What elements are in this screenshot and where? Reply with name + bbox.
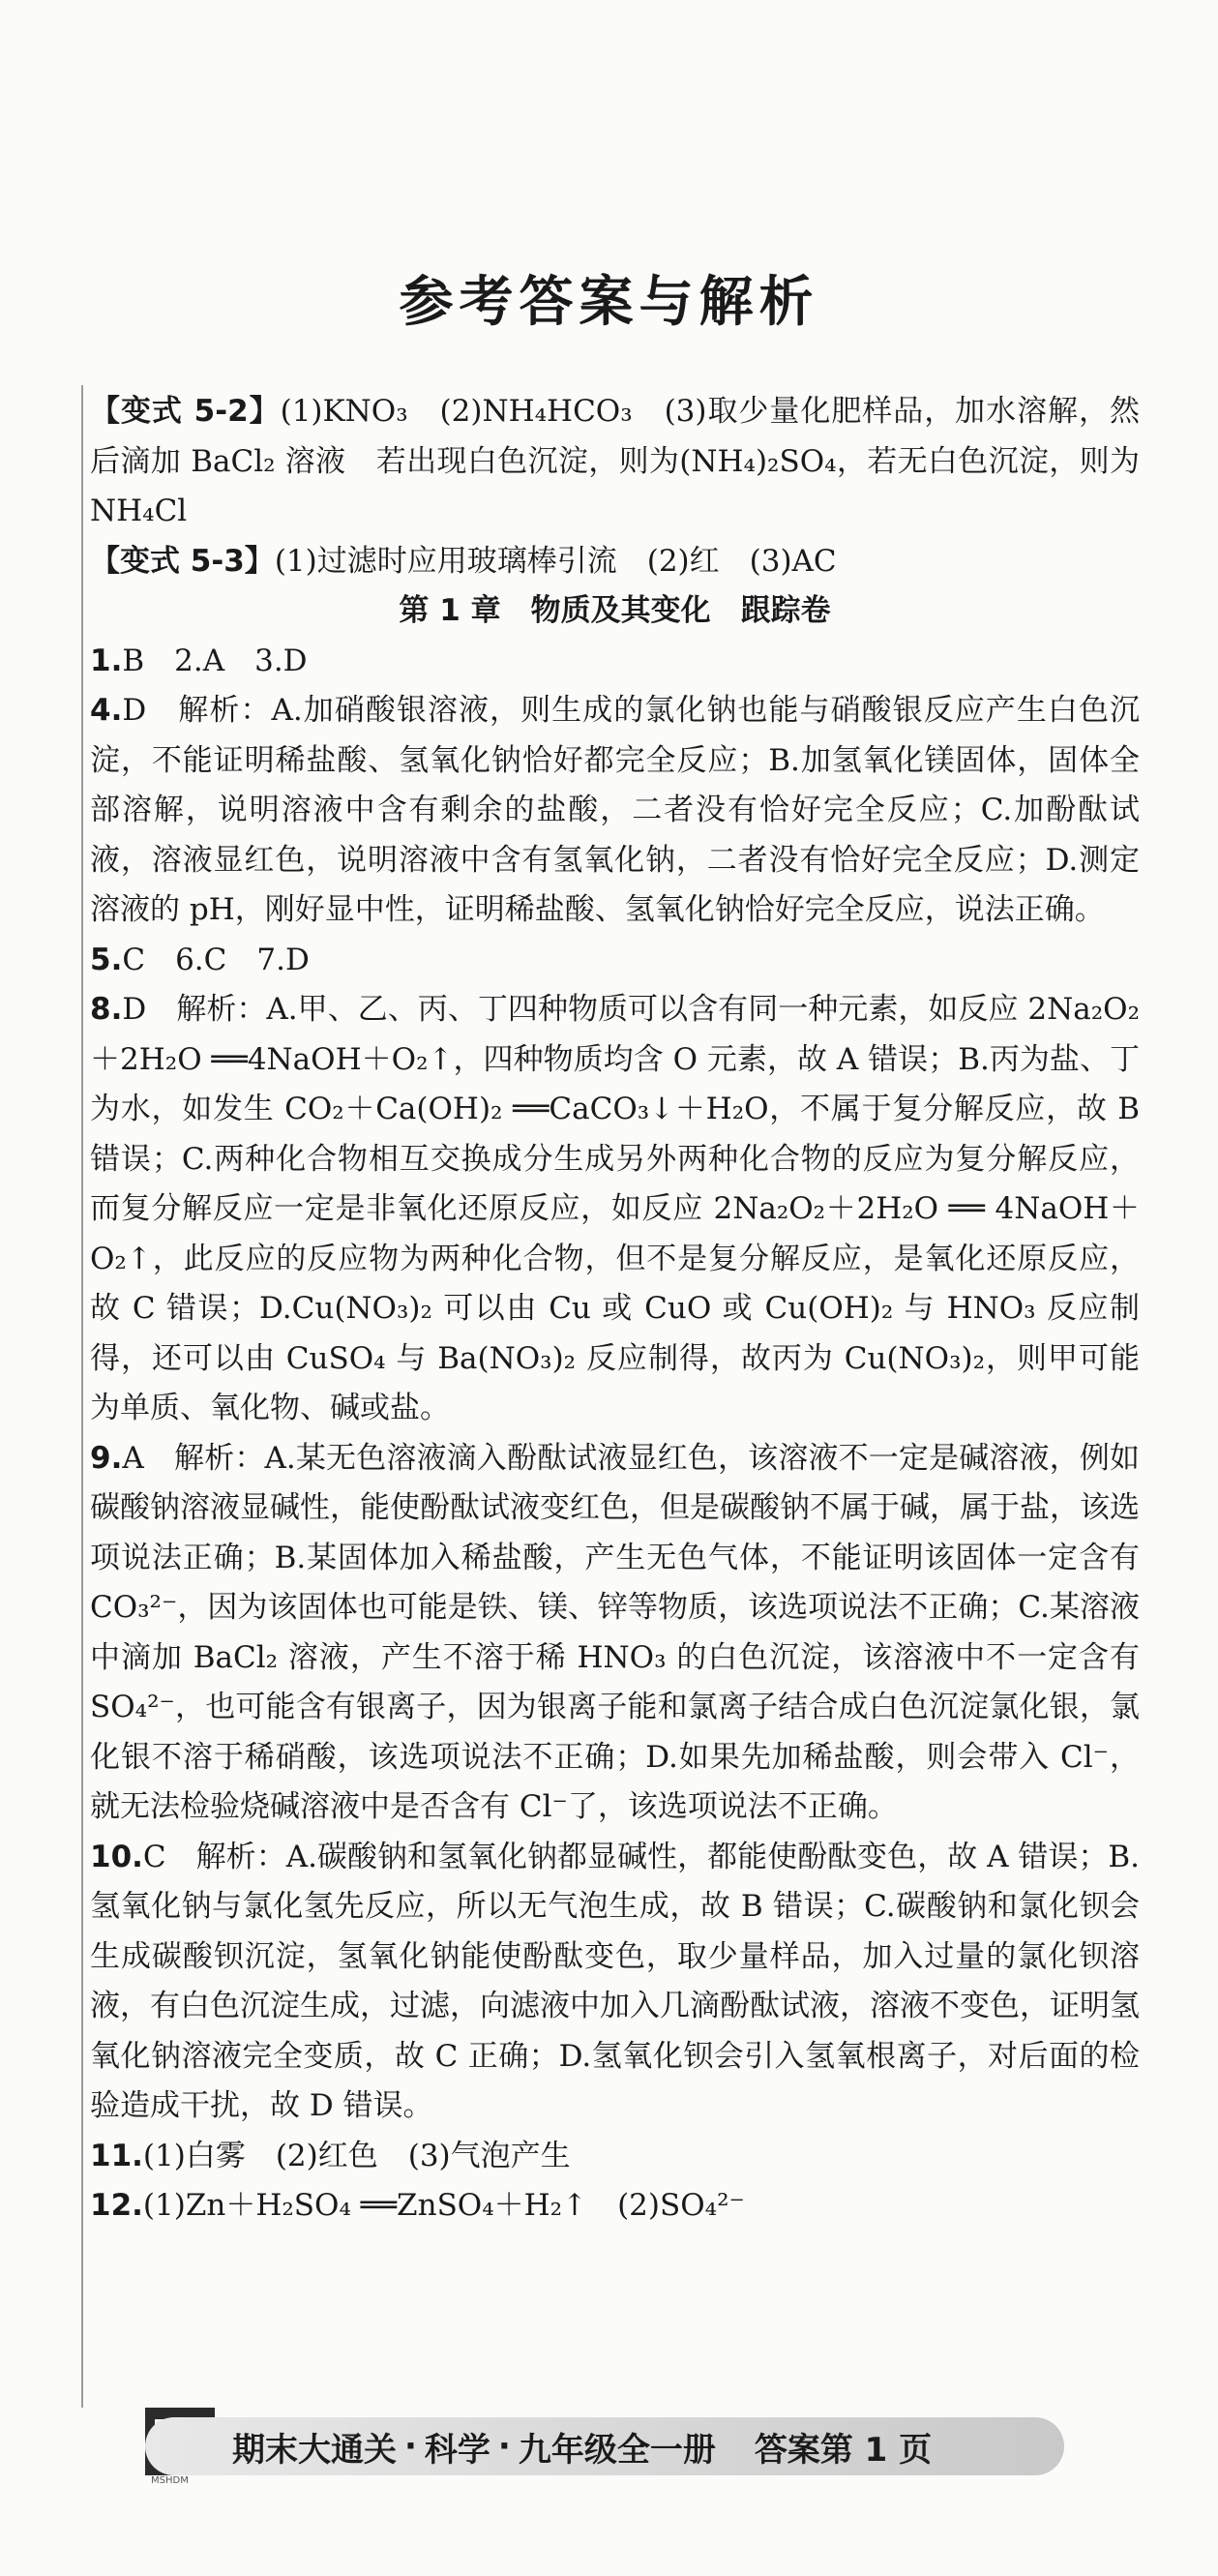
- answer-paragraph: [90, 1833, 1140, 2132]
- paragraph-text: B 2.A 3.D: [122, 643, 308, 678]
- paragraph-label: 12.: [90, 2188, 143, 2223]
- paragraph-text: A 解析：A.某无色溶液滴入酚酞试液显红色，该溶液不一定是碱溶液，例如碳酸钠溶液显碱性，能使酚酞试液变红色，但是碳酸钠不属于碱，属于盐，该选项说法正确；B.某固体加入稀盐酸，产生无色气体，不能证明该固体一定含有 CO₃²⁻，因为该固体也可能是铁、镁、锌等物质，该选项说法不正确；C.某溶液中滴加 BaCl₂ 溶液，产生不溶于稀 HNO₃ 的白色沉淀，该溶液中不一定含有 SO₄²⁻，也可能含有银离子，因为银离子能和氯离子结合成白色沉淀氯化银，氯化银不溶于稀硝酸，该选项说法不正确；D.如果先加稀盐酸，则会带入 Cl⁻，就无法检验烧碱溶液中是否含有 Cl⁻了，该选项说法不正确。: [90, 1440, 1140, 1824]
- answer-paragraph: [90, 537, 1140, 587]
- paragraph-text: C 解析：A.碳酸钠和氢氧化钠都显碱性，都能使酚酞变色，故 A 错误；B.氢氧化钠与氯化氢先反应，所以无气泡生成，故 B 错误；C.碳酸钠和氯化钡会生成碳酸钡沉淀，氢氧化钠能使酚酞变色，取少量样品，加入过量的氯化钡溶液，有白色沉淀生成，过滤，向滤液中加入几滴酚酞试液，溶液不变色，证明氢氧化钠溶液完全变质，故 C 正确；D.氢氧化钡会引入氢氧根离子，对后面的检验造成干扰，故 D 错误。: [90, 1839, 1140, 2123]
- answer-paragraph: [90, 637, 1140, 687]
- footer-page-number: 答案第 1 页: [754, 2430, 933, 2470]
- paragraph-text: (1)KNO₃ (2)NH₄HCO₃ (3)取少量化肥样品，加水溶解，然后滴加 BaCl₂ 溶液 若出现白色沉淀，则为(NH₄)₂SO₄，若无白色沉淀，则为 NH₄Cl: [90, 394, 1140, 528]
- margin-rule: [81, 385, 83, 2408]
- paragraph-label: 5.: [90, 942, 123, 977]
- answer-paragraph: [90, 936, 1140, 986]
- answer-paragraph: [90, 2132, 1140, 2182]
- paragraph-text: (1)Zn＋H₂SO₄ ══ZnSO₄＋H₂↑ (2)SO₄²⁻: [142, 2188, 745, 2223]
- page-footer: [145, 2417, 1064, 2475]
- paragraph-label: 4.: [90, 693, 123, 728]
- paragraph-text: D 解析：A.加硝酸银溶液，则生成的氯化钠也能与硝酸银反应产生白色沉淀，不能证明稀盐酸、氢氧化钠恰好都完全反应；B.加氢氧化镁固体，固体全部溶解，说明溶液中含有剩余的盐酸，二者没有恰好完全反应；C.加酚酞试液，溶液显红色，说明溶液中含有氢氧化钠，二者没有恰好完全反应；D.测定溶液的 pH，刚好显中性，证明稀盐酸、氢氧化钠恰好完全反应，说法正确。: [90, 693, 1140, 927]
- paragraph-label: 11.: [90, 2138, 143, 2173]
- footer-separator: ·: [404, 2427, 417, 2466]
- page-title: 参考答案与解析: [399, 271, 819, 334]
- answer-paragraph: [90, 686, 1140, 936]
- paragraph-label: 【变式 5-3】: [90, 543, 275, 579]
- footer-grade: 九年级全一册: [518, 2430, 716, 2470]
- paragraph-label: 1.: [90, 643, 123, 678]
- paragraph-label: 【变式 5-2】: [90, 394, 281, 429]
- footer-subject: 科学: [424, 2430, 490, 2470]
- answer-paragraph: [90, 387, 1140, 537]
- chapter-heading: 第 1 章 物质及其变化 跟踪卷: [399, 593, 831, 628]
- logo-caption: MSHDM: [151, 2475, 189, 2486]
- paragraph-label: 8.: [90, 992, 123, 1027]
- answer-content: [90, 387, 1140, 2232]
- paragraph-text: C 6.C 7.D: [122, 942, 310, 977]
- paragraph-label: 9.: [90, 1440, 123, 1476]
- paragraph-text: (1)白雾 (2)红色 (3)气泡产生: [142, 2138, 571, 2173]
- answer-paragraph: [90, 2181, 1140, 2232]
- paragraph-label: 10.: [90, 1839, 143, 1874]
- answer-paragraph: [90, 985, 1140, 1434]
- answer-paragraph: [90, 1434, 1140, 1833]
- paragraph-text: (1)过滤时应用玻璃棒引流 (2)红 (3)AC: [274, 543, 837, 579]
- footer-separator: ·: [497, 2427, 511, 2466]
- paragraph-text: D 解析：A.甲、乙、丙、丁四种物质可以含有同一种元素，如反应 2Na₂O₂＋2H₂O ══4NaOH＋O₂↑，四种物质均含 O 元素，故 A 错误；B.丙为盐、丁为水，如发生 CO₂＋Ca(OH)₂ ══CaCO₃↓＋H₂O，不属于复分解反应，故 B 错误；C.两种化合物相互交换成分生成另外两种化合物的反应为复分解反应，而复分解反应一定是非氧化还原反应，如反应 2Na₂O₂＋2H₂O ══ 4NaOH＋O₂↑，此反应的反应物为两种化合物，但不是复分解反应，是氧化还原反应，故 C 错误；D.Cu(NO₃)₂ 可以由 Cu 或 CuO 或 Cu(OH)₂ 与 HNO₃ 反应制得，还可以由 CuSO₄ 与 Ba(NO₃)₂ 反应制得，故丙为 Cu(NO₃)₂，则甲可能为单质、氧化物、碱或盐。: [90, 992, 1140, 1425]
- footer-book-title: 期末大通关: [232, 2430, 397, 2470]
